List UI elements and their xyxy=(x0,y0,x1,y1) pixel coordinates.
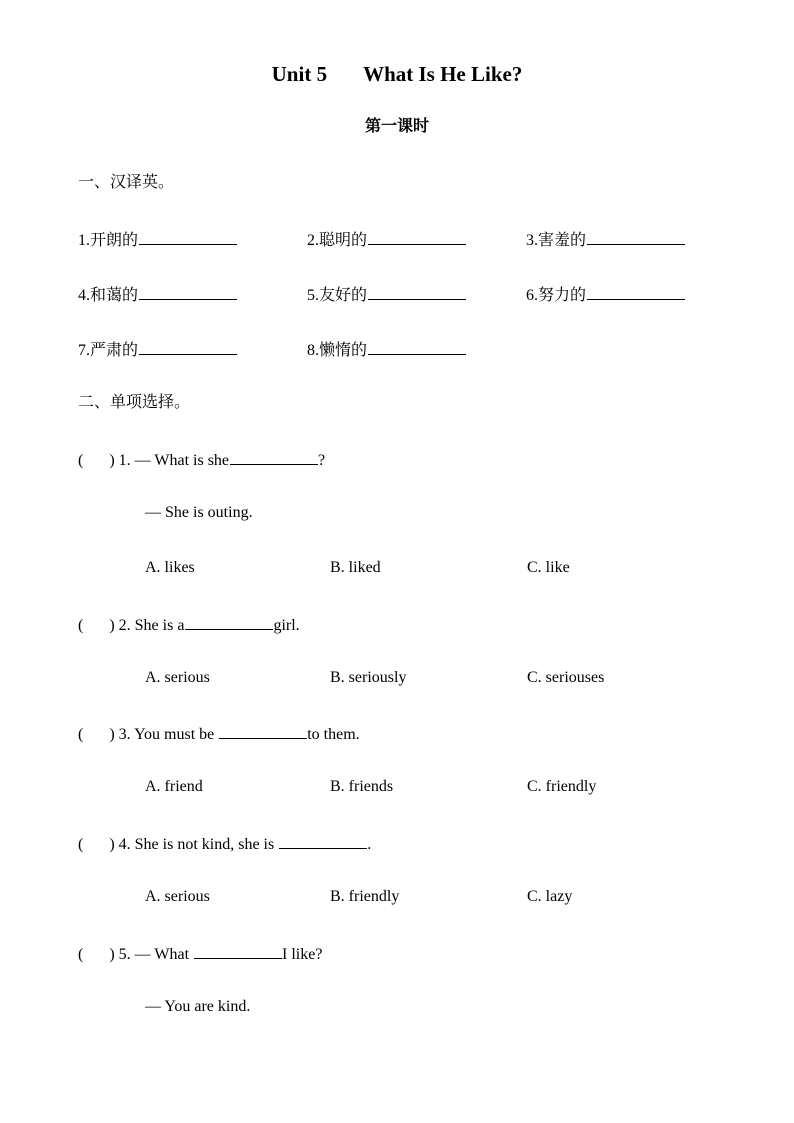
question-text: — What xyxy=(134,946,194,963)
option-c[interactable]: C. lazy xyxy=(527,888,573,905)
answer-blank[interactable] xyxy=(139,230,237,245)
vocab-label: 1.开朗的 xyxy=(78,232,139,249)
question-text-end: to them. xyxy=(307,726,360,743)
option-c[interactable]: C. friendly xyxy=(527,778,597,795)
question-number: ) 4. xyxy=(109,836,131,853)
question-text-end: ? xyxy=(318,452,326,469)
answer-blank[interactable] xyxy=(368,230,466,245)
option-a[interactable]: A. serious xyxy=(145,888,210,905)
vocab-label: 5.友好的 xyxy=(307,287,368,304)
vocab-item-1 xyxy=(78,230,237,249)
vocab-item-2 xyxy=(307,230,466,249)
vocab-item-3 xyxy=(526,230,685,249)
question-4 xyxy=(78,834,371,853)
vocab-item-8 xyxy=(307,340,466,359)
option-b[interactable]: B. liked xyxy=(330,559,381,576)
question-5 xyxy=(78,944,322,963)
vocab-item-6 xyxy=(526,285,685,304)
option-b[interactable]: B. seriously xyxy=(330,669,407,686)
vocab-label: 4.和蔼的 xyxy=(78,287,139,304)
unit-topic: What Is He Like? xyxy=(363,62,523,86)
question-1 xyxy=(78,450,325,469)
answer-blank[interactable] xyxy=(139,285,237,300)
section-2-heading: 二、单项选择。 xyxy=(78,394,191,411)
question-2 xyxy=(78,615,300,634)
vocab-item-5 xyxy=(307,285,466,304)
option-b[interactable]: B. friends xyxy=(330,778,394,795)
option-a[interactable]: A. likes xyxy=(145,559,195,576)
answer-blank[interactable] xyxy=(368,340,466,355)
page-title xyxy=(0,64,794,85)
question-text-end: I like? xyxy=(282,946,323,963)
question-number: ) 5. xyxy=(109,946,131,963)
question-text-end: . xyxy=(367,836,372,853)
answer-paren[interactable]: ( xyxy=(78,946,84,963)
vocab-label: 3.害羞的 xyxy=(526,232,587,249)
question-1-reply: — She is outing. xyxy=(145,504,253,521)
vocab-label: 7.严肃的 xyxy=(78,342,139,359)
answer-blank[interactable] xyxy=(587,285,685,300)
option-a[interactable]: A. serious xyxy=(145,669,210,686)
answer-paren[interactable]: ( xyxy=(78,726,84,743)
lesson-subtitle: 第一课时 xyxy=(364,118,429,135)
option-c[interactable]: C. seriouses xyxy=(527,669,605,686)
question-text: — What is she xyxy=(134,452,230,469)
unit-label: Unit 5 xyxy=(271,62,328,86)
answer-blank xyxy=(194,944,282,959)
question-number: ) 2. xyxy=(109,617,131,634)
answer-paren[interactable]: ( xyxy=(78,617,84,634)
answer-blank xyxy=(279,834,367,849)
question-text: You must be xyxy=(134,726,219,743)
vocab-item-7 xyxy=(78,340,237,359)
answer-blank xyxy=(230,450,318,465)
vocab-label: 2.聪明的 xyxy=(307,232,368,249)
question-text: She is not kind, she is xyxy=(134,836,279,853)
answer-blank xyxy=(219,724,307,739)
answer-blank xyxy=(185,615,273,630)
answer-blank[interactable] xyxy=(587,230,685,245)
question-number: ) 3. xyxy=(109,726,131,743)
vocab-item-4 xyxy=(78,285,237,304)
vocab-label: 8.懒惰的 xyxy=(307,342,368,359)
question-5-reply: — You are kind. xyxy=(145,998,251,1015)
vocab-label: 6.努力的 xyxy=(526,287,587,304)
answer-paren[interactable]: ( xyxy=(78,452,84,469)
answer-blank[interactable] xyxy=(368,285,466,300)
answer-blank[interactable] xyxy=(139,340,237,355)
question-text-end: girl. xyxy=(273,617,300,634)
option-c[interactable]: C. like xyxy=(527,559,570,576)
option-a[interactable]: A. friend xyxy=(145,778,203,795)
option-b[interactable]: B. friendly xyxy=(330,888,400,905)
question-text: She is a xyxy=(134,617,185,634)
answer-paren[interactable]: ( xyxy=(78,836,84,853)
question-3 xyxy=(78,724,360,743)
section-1-heading: 一、汉译英。 xyxy=(78,174,175,191)
question-number: ) 1. xyxy=(109,452,131,469)
